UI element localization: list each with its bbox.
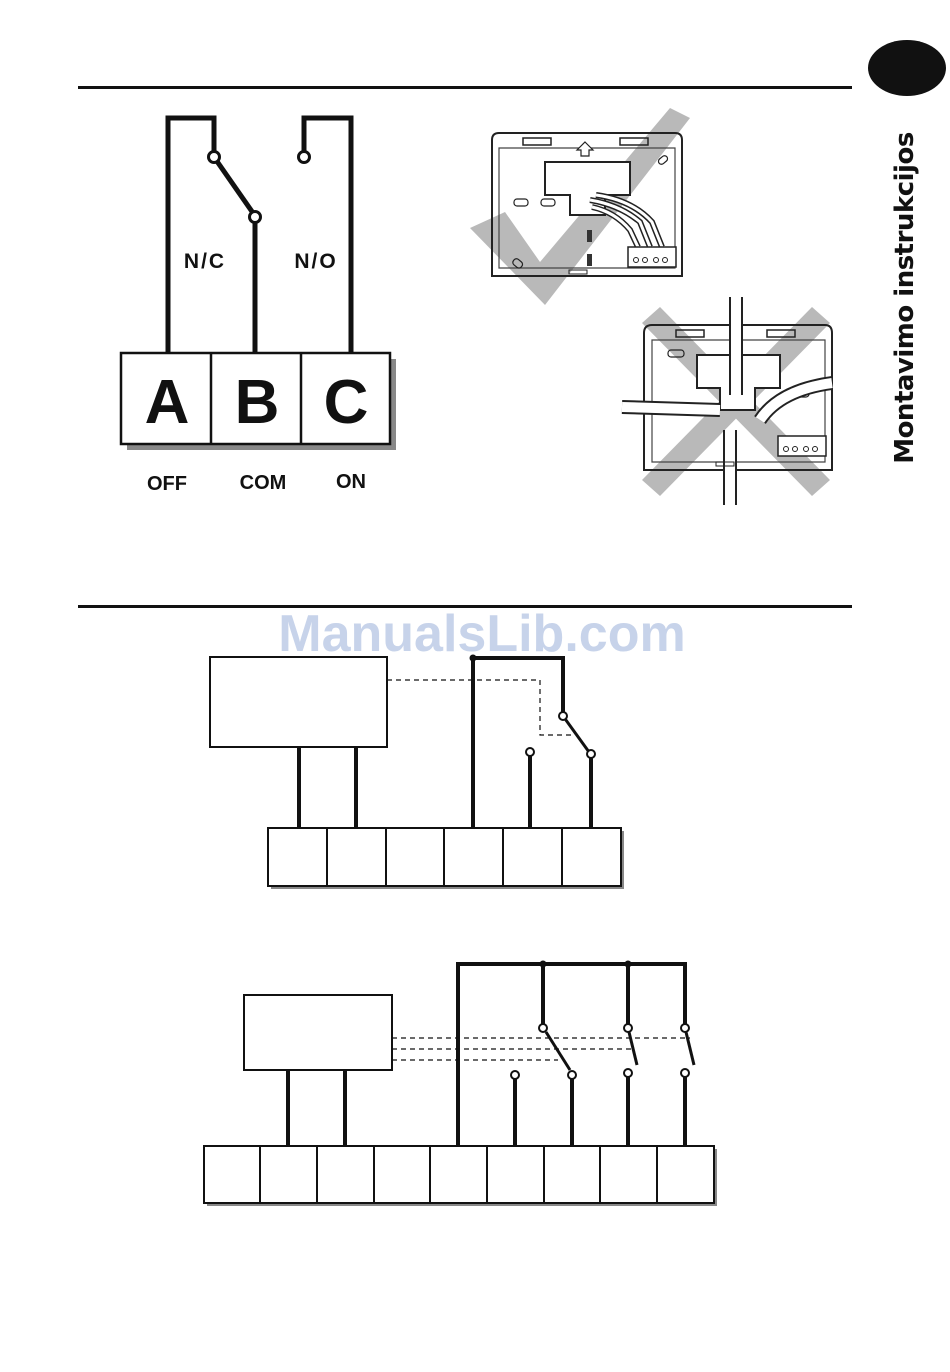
- wiring-diagram-2: [204, 961, 717, 1207]
- nc-wire: [168, 118, 214, 353]
- no-wire: [304, 118, 351, 353]
- incorrect-wiring-illustration: [622, 297, 832, 505]
- terminal-a-caption: OFF: [147, 473, 187, 495]
- terminal-b-caption: COM: [239, 472, 287, 494]
- terminal-a-letter: A: [144, 368, 190, 437]
- terminal-strip: [628, 247, 676, 267]
- no-label: N/O: [294, 250, 338, 273]
- relay-switch-arm: [214, 157, 253, 213]
- up-arrow-icon: [577, 142, 593, 156]
- nc-contact: [209, 152, 220, 163]
- controller-box-2: [244, 995, 392, 1070]
- no-contact: [299, 152, 310, 163]
- terminal-c-caption: ON: [336, 471, 366, 493]
- nc-label: N/C: [183, 250, 227, 273]
- com-contact: [250, 212, 261, 223]
- terminal-c-letter: C: [323, 368, 369, 437]
- relay-switch: [563, 716, 589, 752]
- controller-box: [210, 657, 387, 747]
- wiring-diagram-1: [210, 655, 624, 889]
- terminal-b-letter: B: [234, 368, 280, 437]
- watermark: ManualsLib.com: [278, 605, 686, 663]
- correct-wiring-illustration: [470, 108, 690, 305]
- side-title: Montavimo instrukcijos: [890, 132, 920, 464]
- terminal-block-9: [204, 1146, 714, 1203]
